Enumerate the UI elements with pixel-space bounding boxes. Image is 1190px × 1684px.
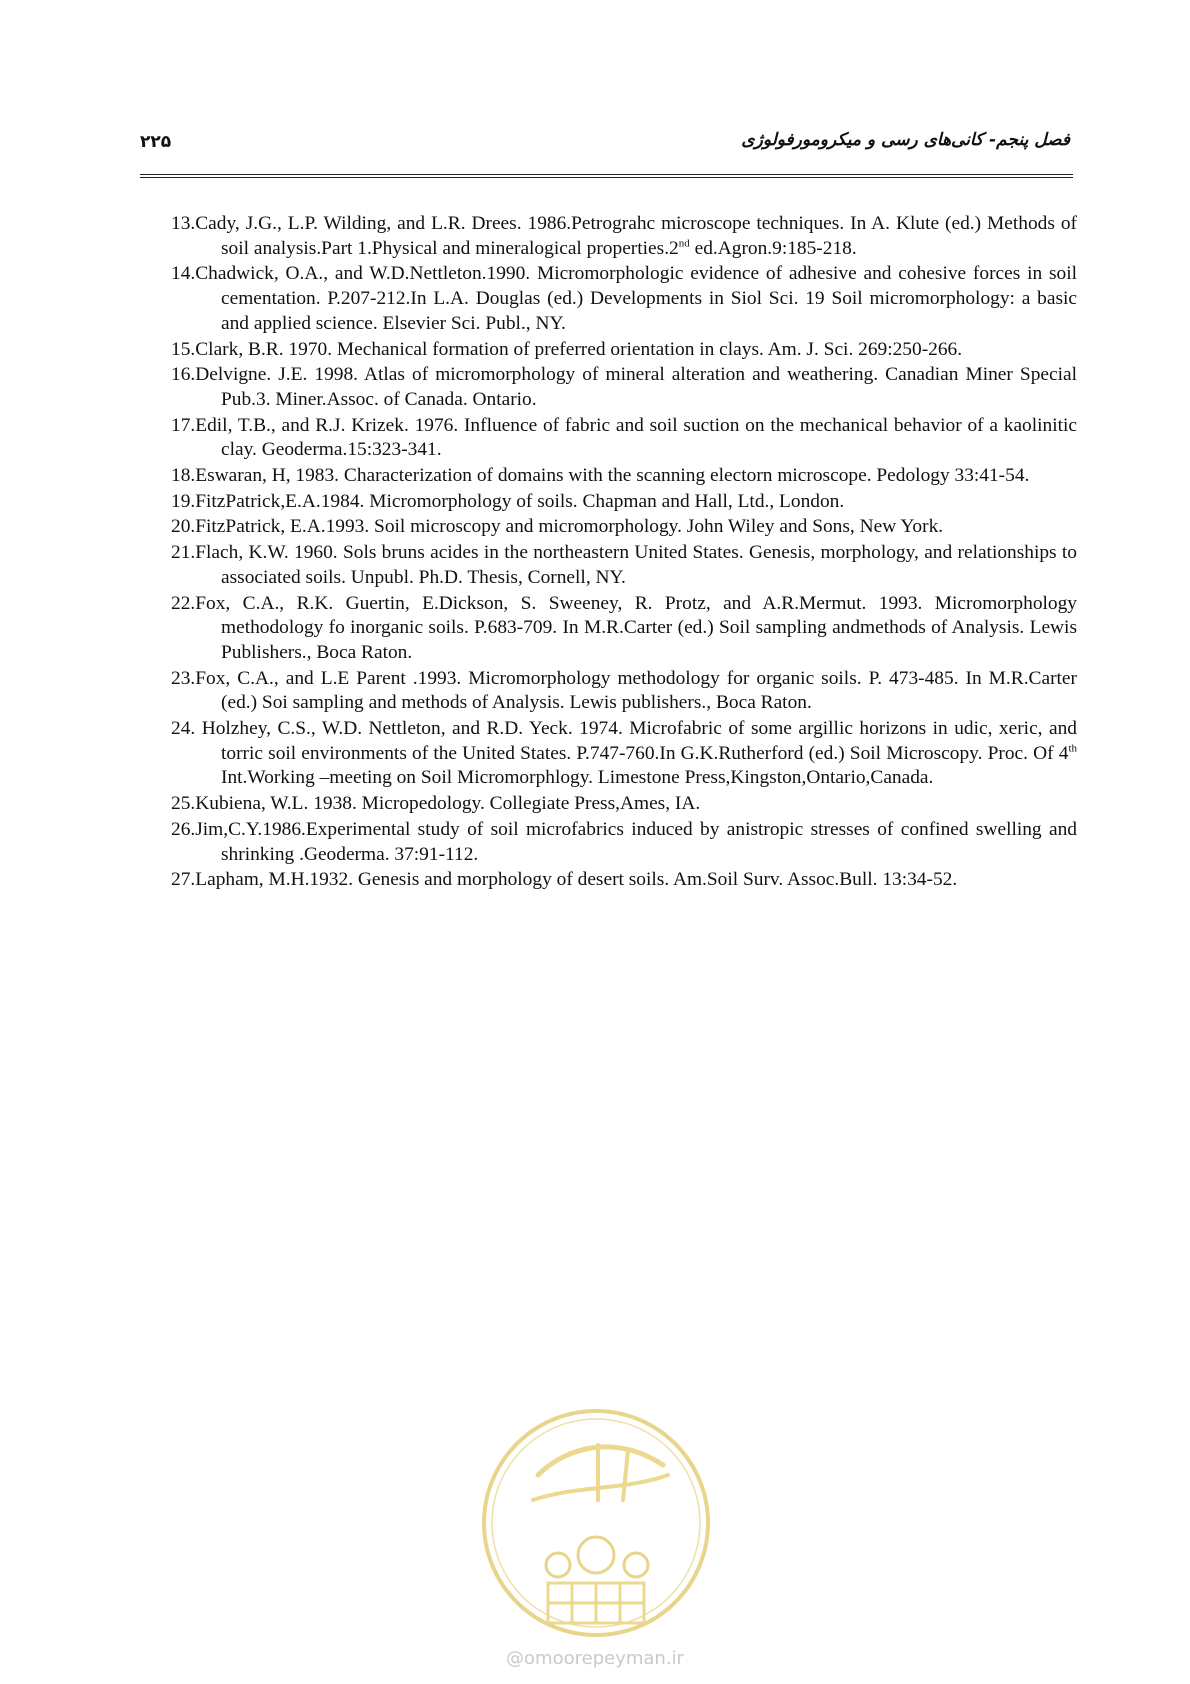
reference-number: 27. [171, 869, 196, 891]
reference-text-continued: Int.Working –meeting on Soil Micromorphlogy. Limestone Press,Kingston,Ontario,Canada. [221, 767, 934, 789]
reference-number: 23. [171, 667, 196, 689]
reference-number: 17. [171, 414, 196, 436]
page-number: ۲۲۵ [140, 132, 172, 152]
reference-item [171, 818, 1077, 867]
reference-number: 19. [171, 490, 196, 512]
reference-item [171, 363, 1077, 412]
reference-number: 24. [171, 718, 202, 740]
reference-item [171, 717, 1077, 791]
reference-item [171, 592, 1077, 666]
reference-text: FitzPatrick, E.A.1993. Soil microscopy and micromorphology. John Wiley and Sons, New York. [195, 516, 944, 538]
reference-number: 14. [171, 263, 196, 285]
reference-number: 16. [171, 364, 196, 386]
reference-number: 15. [171, 338, 196, 360]
reference-item [171, 868, 1077, 893]
reference-number: 25. [171, 793, 196, 815]
reference-number: 20. [171, 516, 196, 538]
reference-text: Cady, J.G., L.P. Wilding, and L.R. Drees. 1986.Petrograhc microscope techniques. In A. Klute (ed.) Methods of soil analysis.Part 1.Physical and mineralogical properties.2 [195, 213, 1077, 259]
reference-text-continued: ed.Agron.9:185-218. [689, 237, 857, 259]
reference-text: Flach, K.W. 1960. Sols bruns acides in the northeastern United States. Genesis, morphology, and relationships to associated soils. Unpubl. Ph.D. Thesis, Cornell, NY. [195, 542, 1077, 588]
reference-item [171, 338, 1077, 363]
reference-text: Eswaran, H, 1983. Characterization of domains with the scanning electorn microscope. Pedology 33:41-54. [195, 465, 1030, 487]
reference-item [171, 414, 1077, 463]
reference-item [171, 262, 1077, 336]
reference-text: Edil, T.B., and R.J. Krizek. 1976. Influence of fabric and soil suction on the mechanical behavior of a kaolinitic clay. Geoderma.15:323-341. [195, 414, 1077, 461]
reference-number: 22. [171, 592, 196, 614]
reference-item [171, 464, 1077, 489]
reference-item [171, 490, 1077, 515]
reference-item [171, 667, 1077, 716]
watermark-seal-icon [478, 1405, 714, 1641]
reference-item [171, 541, 1077, 590]
reference-text: Holzhey, C.S., W.D. Nettleton, and R.D. Yeck. 1974. Microfabric of some argillic horizons in udic, xeric, and torric soil environments of the United States. P.747-760.In G.K.Rutherford (ed.) Soil Microscopy. Proc. Of 4 [201, 718, 1077, 764]
reference-text: Fox, C.A., R.K. Guertin, E.Dickson, S. Sweeney, R. Protz, and A.R.Mermut. 1993. Micromorphology methodology fo inorganic soils. P.683-709. In M.R.Carter (ed.) Soil sampling andmethods of Analysis. Lewis Publishers., Boca Raton. [195, 592, 1077, 663]
reference-item [171, 212, 1077, 261]
reference-number: 13. [171, 213, 196, 234]
chapter-title: فصل پنجم- کانی‌های رسی و میکرومورفولوژی [741, 130, 1070, 150]
watermark-caption: @omoorepeyman.ir [506, 1648, 684, 1669]
page-header [140, 128, 1070, 164]
reference-superscript: nd [678, 237, 690, 250]
reference-text: FitzPatrick,E.A.1984. Micromorphology of soils. Chapman and Hall, Ltd., London. [195, 490, 845, 512]
reference-text: Clark, B.R. 1970. Mechanical formation of preferred orientation in clays. Am. J. Sci. 269:250-266. [195, 338, 963, 360]
reference-text: Jim,C.Y.1986.Experimental study of soil microfabrics induced by anistropic stresses of confined swelling and shrinking .Geoderma. 37:91-112. [195, 818, 1077, 865]
reference-number: 18. [171, 465, 196, 487]
reference-text: Lapham, M.H.1932. Genesis and morphology of desert soils. Am.Soil Surv. Assoc.Bull. 13:34-52. [195, 869, 958, 891]
reference-text: Fox, C.A., and L.E Parent .1993. Micromorphology methodology for organic soils. P. 473-485. In M.R.Carter (ed.) Soi sampling and methods of Analysis. Lewis publishers., Boca Raton. [195, 667, 1077, 714]
reference-text: Delvigne. J.E. 1998. Atlas of micromorphology of mineral alteration and weathering. Canadian Miner Special Pub.3. Miner.Assoc. of Canada. Ontario. [195, 364, 1077, 410]
header-rule [140, 174, 1073, 178]
reference-text: Kubiena, W.L. 1938. Micropedology. Collegiate Press,Ames, IA. [195, 793, 701, 815]
reference-text: Chadwick, O.A., and W.D.Nettleton.1990. Micromorphologic evidence of adhesive and cohesive forces in soil cementation. P.207-212.In L.A. Douglas (ed.) Developments in Siol Sci. 19 Soil micromorphology: a basic and applied science. Elsevier Sci. Publ., NY. [195, 263, 1077, 334]
reference-item [171, 515, 1077, 540]
reference-number: 26. [171, 818, 196, 840]
reference-item [171, 792, 1077, 817]
reference-number: 21. [171, 542, 196, 564]
reference-list [171, 212, 1077, 894]
reference-superscript: th [1068, 742, 1077, 755]
